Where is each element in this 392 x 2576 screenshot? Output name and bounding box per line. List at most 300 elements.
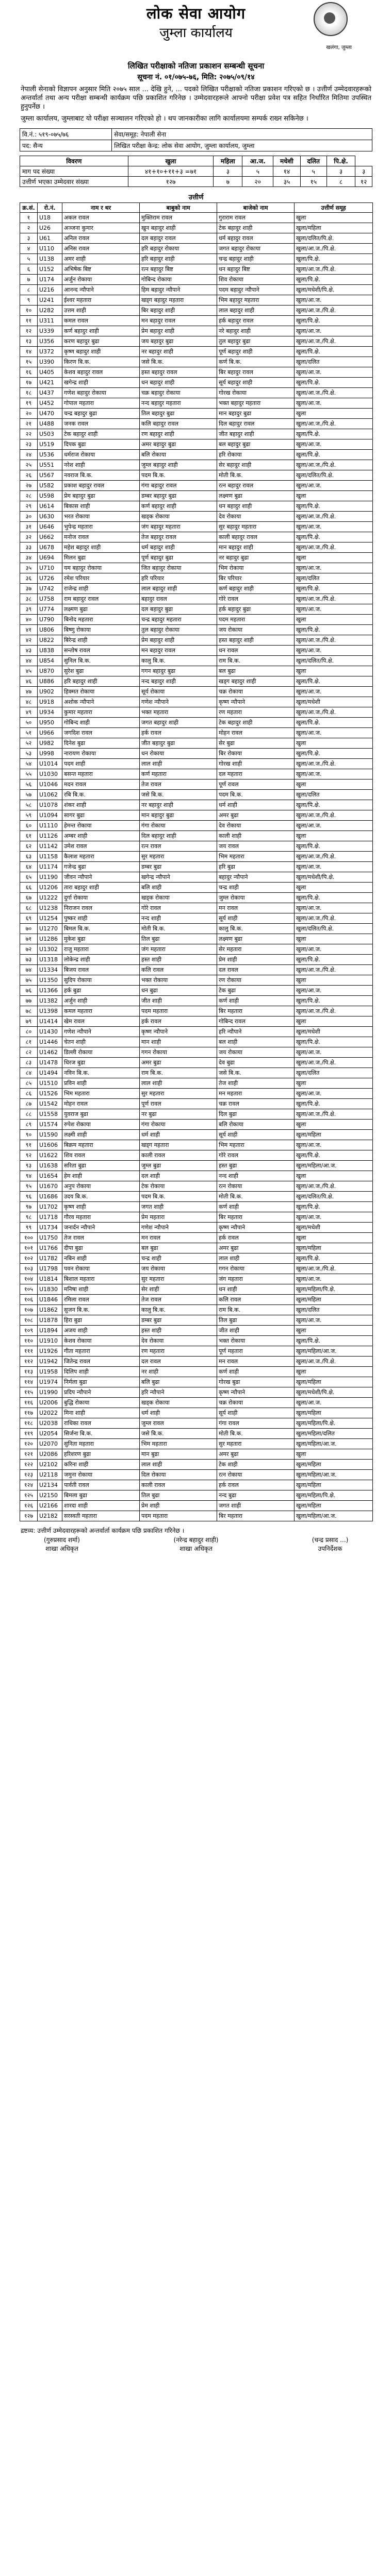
cell-father: हरि बहादुर रोकाया xyxy=(140,244,217,254)
cell-roll: U1030 xyxy=(38,769,62,779)
table-row xyxy=(20,728,373,738)
cell-grandfather: बिर रोकाया xyxy=(217,749,295,759)
cell-name: चेतन शाही xyxy=(62,1037,140,1047)
cell-sn: ४३ xyxy=(20,646,38,656)
cell-roll: U742 xyxy=(38,584,62,594)
cell-roll: U1078 xyxy=(38,800,62,810)
cell-roll: U1014 xyxy=(38,759,62,769)
table-row xyxy=(20,1223,373,1233)
table-row xyxy=(20,1243,373,1253)
cell-group: खुला/दलित xyxy=(295,1305,373,1315)
summary-header: मधेशी xyxy=(273,156,301,166)
cell-grandfather: पदम बि.क. xyxy=(217,790,295,800)
cell-grandfather: शिव रोकाया xyxy=(217,275,295,285)
cell-name: अशोक न्यौपाने xyxy=(62,697,140,707)
summary-value: ५ xyxy=(242,166,273,177)
cell-father: जगत शाही xyxy=(140,1202,217,1212)
cell-father: मान बुढा xyxy=(140,1449,217,1460)
cell-sn: २७ xyxy=(20,481,38,491)
cell-roll: U2054 xyxy=(38,1429,62,1439)
cell-group: खुला/आ.ज./पि.क्षे. xyxy=(295,707,373,718)
cell-sn: १८ xyxy=(20,388,38,398)
cell-group: खुला/आ.ज. xyxy=(295,903,373,913)
cell-roll: U950 xyxy=(38,718,62,728)
cell-name: जमुना रोकाया xyxy=(62,1470,140,1480)
cell-grandfather: टेक बहादुर शाही xyxy=(217,223,295,233)
cell-father: धन रोकाया xyxy=(140,749,217,759)
cell-sn: २९ xyxy=(20,501,38,512)
cell-father: दल शाही xyxy=(140,1171,217,1181)
table-row xyxy=(20,1470,373,1480)
cell-name: पदम शाही xyxy=(62,759,140,769)
cell-roll: U1862 xyxy=(38,1305,62,1315)
table-row xyxy=(20,213,373,223)
cell-father: रण महतारा xyxy=(140,1346,217,1357)
cell-father: राम बि.क. xyxy=(140,1068,217,1078)
cell-grandfather: बिर महतारा xyxy=(217,1511,295,1521)
cell-roll: U838 xyxy=(38,646,62,656)
cell-grandfather: जंग महतारा xyxy=(217,1274,295,1284)
cell-roll: U567 xyxy=(38,470,62,481)
cell-grandfather: बल शाही xyxy=(217,1037,295,1047)
cell-grandfather: तिल बुढा xyxy=(217,1315,295,1326)
cell-name: गजेन्द्र बुढा xyxy=(62,862,140,872)
cell-roll: U1830 xyxy=(38,1284,62,1295)
cell-roll: U405 xyxy=(38,367,62,378)
cell-name: नारायण रोकाया xyxy=(62,749,140,759)
cell-group: खुला/महिला/दलित xyxy=(295,1429,373,1439)
header xyxy=(0,0,392,61)
cell-name: शिव रावल xyxy=(62,1150,140,1161)
cell-father: सेर शाही xyxy=(140,1284,217,1295)
cell-sn: ६८ xyxy=(20,903,38,913)
cell-grandfather: भक्त रोकाया xyxy=(217,1336,295,1346)
cell-roll: U2182 xyxy=(38,1511,62,1521)
cell-father: जुम्ल बुढा xyxy=(140,1161,217,1171)
cell-grandfather: चन्द्र शाही xyxy=(217,883,295,893)
cell-grandfather: टेक बुढा xyxy=(217,986,295,996)
table-row xyxy=(20,1027,373,1037)
cell-sn: २० xyxy=(20,409,38,419)
cell-grandfather: सुर बहादुर महतारा xyxy=(217,522,295,532)
cell-roll: U1478 xyxy=(38,1058,62,1068)
cell-grandfather: कर्ण बि.क. xyxy=(217,357,295,367)
cell-sn: ३९ xyxy=(20,604,38,615)
table-row xyxy=(20,1202,373,1212)
cell-name: अम्बर शाही xyxy=(62,831,140,841)
cell-father: नर बहादुर शाही xyxy=(140,800,217,810)
cell-name: निर्मला बुढा xyxy=(62,1377,140,1387)
cell-name: कैलाश महतारा xyxy=(62,852,140,862)
cell-sn: ९६ xyxy=(20,1192,38,1202)
cell-sn: १२२ xyxy=(20,1460,38,1470)
cell-grandfather: कालु बि.क. xyxy=(217,924,295,934)
cell-grandfather: रण महतारा xyxy=(217,707,295,718)
cell-father: भिम महतारा xyxy=(140,1439,217,1449)
cell-sn: ८२ xyxy=(20,1047,38,1058)
cell-roll: U452 xyxy=(38,398,62,409)
cell-name: गणेश बहादुर रोकाया xyxy=(62,388,140,398)
cell-father: प्रेम बहादुर शाही xyxy=(140,326,217,336)
cell-father: खड्क रोकाया xyxy=(140,512,217,522)
cell-grandfather: हस्त बहादुर शाही xyxy=(217,635,295,646)
cell-roll: U1350 xyxy=(38,975,62,986)
cell-group: खुला/आ.ज. xyxy=(295,862,373,872)
cell-name: कमल रावल xyxy=(62,316,140,326)
cell-name: कुमार महतारा xyxy=(62,707,140,718)
table-row xyxy=(20,347,373,357)
table-row xyxy=(20,532,373,543)
cell-roll: U1334 xyxy=(38,965,62,975)
cell-sn: २३ xyxy=(20,439,38,450)
cell-name: प्रविन शाही xyxy=(62,1078,140,1089)
table-row xyxy=(20,553,373,563)
cell-roll: U902 xyxy=(38,687,62,697)
table-row xyxy=(20,429,373,439)
cell-name: बिकास शाही xyxy=(62,501,140,512)
ad-number: वि.नं.: ५१९-०७५/७६ xyxy=(20,129,112,140)
table-row xyxy=(20,1047,373,1058)
cell-father: तेज रावल xyxy=(140,779,217,790)
cell-grandfather: दल महतारा xyxy=(217,769,295,779)
cell-sn: ११३ xyxy=(20,1367,38,1377)
cell-group: खुला/महिला xyxy=(295,1408,373,1418)
cell-grandfather: मोती बि.क. xyxy=(217,1429,295,1439)
cell-roll: U1926 xyxy=(38,1346,62,1357)
cell-roll: U998 xyxy=(38,749,62,759)
summary-header: खुला xyxy=(128,156,214,166)
cell-grandfather: दल रावल xyxy=(217,965,295,975)
cell-sn: १२६ xyxy=(20,1501,38,1511)
cell-roll: U1270 xyxy=(38,924,62,934)
cell-roll: U2150 xyxy=(38,1490,62,1501)
table-row xyxy=(20,1305,373,1315)
cell-name: अमर शाही xyxy=(62,254,140,264)
cell-group: खुला/आ.ज. xyxy=(295,604,373,615)
cell-father: काली रावल xyxy=(140,1150,217,1161)
summary-value: १४ xyxy=(273,166,301,177)
cell-group: खुला/महिला xyxy=(295,1295,373,1305)
cell-group: खुला/आ.ज. xyxy=(295,944,373,955)
cell-sn: ५८ xyxy=(20,800,38,810)
summary-value: ५ xyxy=(300,166,326,177)
table-row xyxy=(20,883,373,893)
cell-name: अर्जुन रोकाया xyxy=(62,275,140,285)
cell-name: रबि बि.क. xyxy=(62,790,140,800)
cell-roll: U694 xyxy=(38,553,62,563)
cell-father: सूर्य रोकाया xyxy=(140,687,217,697)
cell-roll: U1734 xyxy=(38,1223,62,1233)
cell-roll: U758 xyxy=(38,594,62,604)
cell-roll: U1782 xyxy=(38,1253,62,1264)
cell-name: चन्द्र बहादुर बुढा xyxy=(62,409,140,419)
cell-father: खगेन्द्र न्यौपाने xyxy=(140,872,217,883)
cell-group: खुला xyxy=(295,1016,373,1027)
cell-name: प्रेम बहादुर बुढा xyxy=(62,491,140,501)
cell-name: बिशाल महतारा xyxy=(62,1274,140,1284)
cell-group: खुला/पि.क्षे. xyxy=(295,841,373,852)
cell-name: रुपेश रोकाया xyxy=(62,1120,140,1130)
table-row xyxy=(20,1089,373,1099)
cell-father: टेक रोकाया xyxy=(140,1181,217,1192)
cell-grandfather: मोहन रावल xyxy=(217,728,295,738)
cell-name: भरत रोकाया xyxy=(62,512,140,522)
cell-father: देव रोकाया xyxy=(140,1336,217,1346)
cell-sn: ५२ xyxy=(20,738,38,749)
table-row xyxy=(20,779,373,790)
cell-father: खड्क रोकाया xyxy=(140,893,217,903)
exam-center: लिखित परीक्षा केन्द्र: लोक सेवा आयोग, जुम्ला कार्यालय, जुम्ला xyxy=(112,140,372,151)
cell-name: बिक्रम महतारा xyxy=(62,1140,140,1150)
cell-grandfather: कर्ण बहादुर शाही xyxy=(217,584,295,594)
table-row xyxy=(20,1037,373,1047)
cell-roll: U1798 xyxy=(38,1264,62,1274)
cell-father: हस्त शाही xyxy=(140,1326,217,1336)
cell-father: मान शाही xyxy=(140,1037,217,1047)
cell-sn: ६२ xyxy=(20,841,38,852)
cell-roll: U390 xyxy=(38,357,62,367)
cell-roll: U282 xyxy=(38,306,62,316)
cell-grandfather: लाल शाही xyxy=(217,1253,295,1264)
table-row xyxy=(20,986,373,996)
cell-group: खुला xyxy=(295,553,373,563)
cell-sn: ६५ xyxy=(20,872,38,883)
cell-father: बल बुढा xyxy=(140,1243,217,1253)
cell-group: खुला/मधेशी/पि.क्षे. xyxy=(295,872,373,883)
cell-sn: ७४ xyxy=(20,965,38,975)
cell-roll: U1846 xyxy=(38,1295,62,1305)
cell-grandfather: तुल बहादुर बुढा xyxy=(217,336,295,347)
cell-father: डम्बर बुढा xyxy=(140,862,217,872)
table-row xyxy=(20,975,373,986)
cell-name: राजेन्द्र शाही xyxy=(62,584,140,594)
cell-group: खुला/महिला/आ.ज. xyxy=(295,1511,373,1521)
cell-roll: U662 xyxy=(38,532,62,543)
cell-sn: १६ xyxy=(20,367,38,378)
table-row xyxy=(20,419,373,429)
cell-roll: U1670 xyxy=(38,1181,62,1192)
cell-group: खुला/आ.ज. xyxy=(295,295,373,306)
table-row xyxy=(20,800,373,810)
cell-group: खुला/आ.ज./पि.क्षे. xyxy=(295,594,373,604)
cell-father: हर्क रावल xyxy=(140,1016,217,1027)
cell-group: खुला/पि.क्षे. xyxy=(295,996,373,1006)
cell-name: डिल्ली रोकाया xyxy=(62,1047,140,1058)
cell-grandfather: हर्क रावल xyxy=(217,1480,295,1490)
cell-grandfather: तेज शाही xyxy=(217,1078,295,1089)
cell-sn: ५१ xyxy=(20,728,38,738)
cell-sn: ८८ xyxy=(20,1109,38,1120)
cell-father: हस्त बहादुर रावल xyxy=(140,367,217,378)
cell-sn: २१ xyxy=(20,419,38,429)
table-row xyxy=(20,501,373,512)
cell-group: खुला/आ.ज. xyxy=(295,646,373,656)
cell-roll: U710 xyxy=(38,563,62,573)
cell-sn: १०८ xyxy=(20,1315,38,1326)
cell-group: खुला/महिला/पि.क्षे. xyxy=(295,1490,373,1501)
cell-name: मिना शाही xyxy=(62,1408,140,1418)
table-row xyxy=(20,1140,373,1150)
cell-group: खुला/पि.क्षे. xyxy=(295,1037,373,1047)
cell-group: खुला/आ.ज. xyxy=(295,522,373,532)
summary-value: १२ xyxy=(355,177,372,187)
cell-name: मोहन रावल xyxy=(62,1099,140,1109)
cell-father: लाल बहादुर शाही xyxy=(140,584,217,594)
cell-grandfather: मोती बि.क. xyxy=(217,1192,295,1202)
cell-father: हरि परियार xyxy=(140,573,217,584)
cell-grandfather: जगत बहादुर रोकाया xyxy=(217,244,295,254)
table-row xyxy=(20,1130,373,1140)
cell-group: खुला/मधेशी/पि.क्षे. xyxy=(295,1387,373,1398)
cell-father: बहादुर रावल xyxy=(140,594,217,604)
cell-sn: ८५ xyxy=(20,1078,38,1089)
cell-sn: ३२ xyxy=(20,532,38,543)
cell-name: लक्ष्मी शाही xyxy=(62,1130,140,1140)
table-row xyxy=(20,563,373,573)
cell-group: खुला/दलित/पि.क्षे. xyxy=(295,470,373,481)
cell-sn: ११० xyxy=(20,1336,38,1346)
cell-roll: U870 xyxy=(38,666,62,676)
table-row xyxy=(20,1120,373,1130)
cell-roll: U241 xyxy=(38,295,62,306)
cell-father: लाल शाही xyxy=(140,1078,217,1089)
office-place: खलंगा, जुम्ला xyxy=(326,45,352,50)
cell-group: खुला/पि.क्षे. xyxy=(295,347,373,357)
cell-sn: ७५ xyxy=(20,975,38,986)
cell-sn: ८० xyxy=(20,1027,38,1037)
cell-father: तिल बुढा xyxy=(140,1490,217,1501)
cell-group: खुला xyxy=(295,883,373,893)
cell-roll: U1750 xyxy=(38,1233,62,1243)
cell-group: खुला/आ.ज./पि.क्षे. xyxy=(295,460,373,470)
cell-group: खुला/आ.ज. xyxy=(295,563,373,573)
table-row xyxy=(20,1501,373,1511)
cell-group: खुला/दलित/पि.क्षे. xyxy=(295,656,373,666)
sig-mid-role: शाखा अधिकृत xyxy=(179,1545,213,1552)
table-row xyxy=(20,1284,373,1295)
cell-name: अकल रावल xyxy=(62,213,140,223)
cell-grandfather: गोरख रोकाया xyxy=(217,388,295,398)
cell-group: खुला/दलित xyxy=(295,573,373,584)
cell-grandfather: कृष्ण न्यौपाने xyxy=(217,697,295,707)
cell-father: खड्ग बहादुर महतारा xyxy=(140,295,217,306)
cell-sn: ८ xyxy=(20,285,38,295)
cell-group: खुला/दलित xyxy=(295,357,373,367)
cell-roll: U646 xyxy=(38,522,62,532)
cell-name: सुनिल बि.क. xyxy=(62,656,140,666)
cell-roll: U1606 xyxy=(38,1140,62,1150)
cell-sn: ७८ xyxy=(20,1006,38,1016)
cell-name: खेम रावल xyxy=(62,1016,140,1027)
cell-sn: ५० xyxy=(20,718,38,728)
cell-roll: U726 xyxy=(38,573,62,584)
cell-name: भिम महतारा xyxy=(62,1089,140,1099)
cell-sn: ९२ xyxy=(20,1150,38,1161)
cell-sn: १२४ xyxy=(20,1480,38,1490)
cell-sn: ६७ xyxy=(20,893,38,903)
cell-group: खुला/महिला/पि.क्षे. xyxy=(295,1284,373,1295)
cell-father: जय रोकाया xyxy=(140,1264,217,1274)
cell-grandfather: कृष्ण न्यौपाने xyxy=(217,1223,295,1233)
cell-group: खुला/आ.ज./पि.क्षे. xyxy=(295,1006,373,1016)
cell-name: रमेश परियार xyxy=(62,573,140,584)
cell-father: भक्त महतारा xyxy=(140,707,217,718)
cell-sn: ७१ xyxy=(20,934,38,944)
cell-sn: ४५ xyxy=(20,666,38,676)
table-row xyxy=(20,285,373,295)
cell-roll: U1990 xyxy=(38,1387,62,1398)
cell-group: खुला/पि.क्षे. xyxy=(295,955,373,965)
cell-group: खुला xyxy=(295,975,373,986)
cell-group: खुला/आ.ज. xyxy=(295,481,373,491)
table-row xyxy=(20,573,373,584)
cell-roll: U2070 xyxy=(38,1439,62,1449)
cell-roll: U1510 xyxy=(38,1078,62,1089)
cell-sn: १२७ xyxy=(20,1511,38,1521)
table-row xyxy=(20,759,373,769)
cell-grandfather: रत्न रोकाया xyxy=(217,1470,295,1480)
cell-roll: U1142 xyxy=(38,841,62,852)
cell-name: बिष्णु रोकाया xyxy=(62,625,140,635)
cell-father: नन्द बहादुर शाही xyxy=(140,676,217,687)
cell-name: अञ्जना कुमार xyxy=(62,223,140,233)
table-row xyxy=(20,852,373,862)
cell-father: नन्द शाही xyxy=(140,913,217,924)
table-row xyxy=(20,1068,373,1078)
cell-name: सन्तोष रावल xyxy=(62,646,140,656)
cell-group: खुला/पि.क्षे. xyxy=(295,625,373,635)
cell-father: हिम बहादुर न्यौपाने xyxy=(140,285,217,295)
cell-grandfather: जय रोकाया xyxy=(217,625,295,635)
cell-grandfather: देव रोकाया xyxy=(217,821,295,831)
cell-father: हरि बहादुर शाही xyxy=(140,254,217,264)
cell-roll: U982 xyxy=(38,738,62,749)
summary-header: दलित xyxy=(300,156,326,166)
cell-name: गोबिन्द शाही xyxy=(62,718,140,728)
cell-sn: ११५ xyxy=(20,1387,38,1398)
cell-sn: ६० xyxy=(20,821,38,831)
cell-grandfather: सेर महतारा xyxy=(217,944,295,955)
office-subtitle: जुम्ला कार्यालय xyxy=(159,25,233,41)
cell-roll: U678 xyxy=(38,543,62,553)
cell-sn: ७९ xyxy=(20,1016,38,1027)
cell-roll: U630 xyxy=(38,512,62,522)
cell-sn: ४ xyxy=(20,244,38,254)
cell-name: बिमला बुढा xyxy=(62,1490,140,1501)
cell-father: जीत शाही xyxy=(140,996,217,1006)
cell-group: खुला/पि.क्षे. xyxy=(295,450,373,460)
cell-roll: U470 xyxy=(38,409,62,419)
cell-group: खुला/पि.क्षे. xyxy=(295,800,373,810)
cell-sn: ९० xyxy=(20,1130,38,1140)
cell-grandfather: कर्ण शाही xyxy=(217,1367,295,1377)
cell-group: खुला/आ.ज. xyxy=(295,398,373,409)
cell-father: दल बहादुर बुढा xyxy=(140,604,217,615)
table-row xyxy=(20,1078,373,1089)
cell-father: प्रेम महतारा xyxy=(140,1212,217,1223)
cell-group: खुला/पि.क्षे. xyxy=(295,378,373,388)
cell-grandfather: पूर्ण रावल xyxy=(217,779,295,790)
cell-grandfather: कर्ण शाही xyxy=(217,1202,295,1212)
cell-group: खुला/महिला/पि.क्षे. xyxy=(295,1418,373,1429)
table-row xyxy=(20,316,373,326)
cell-grandfather: कृष्ण न्यौपाने xyxy=(217,1387,295,1398)
cell-sn: ९४ xyxy=(20,1171,38,1181)
cell-grandfather: लक्ष्मण बुढा xyxy=(217,934,295,944)
cell-sn: १५ xyxy=(20,357,38,367)
cell-name: अभिषेक बिष्ट xyxy=(62,264,140,275)
cell-sn: ९७ xyxy=(20,1202,38,1212)
